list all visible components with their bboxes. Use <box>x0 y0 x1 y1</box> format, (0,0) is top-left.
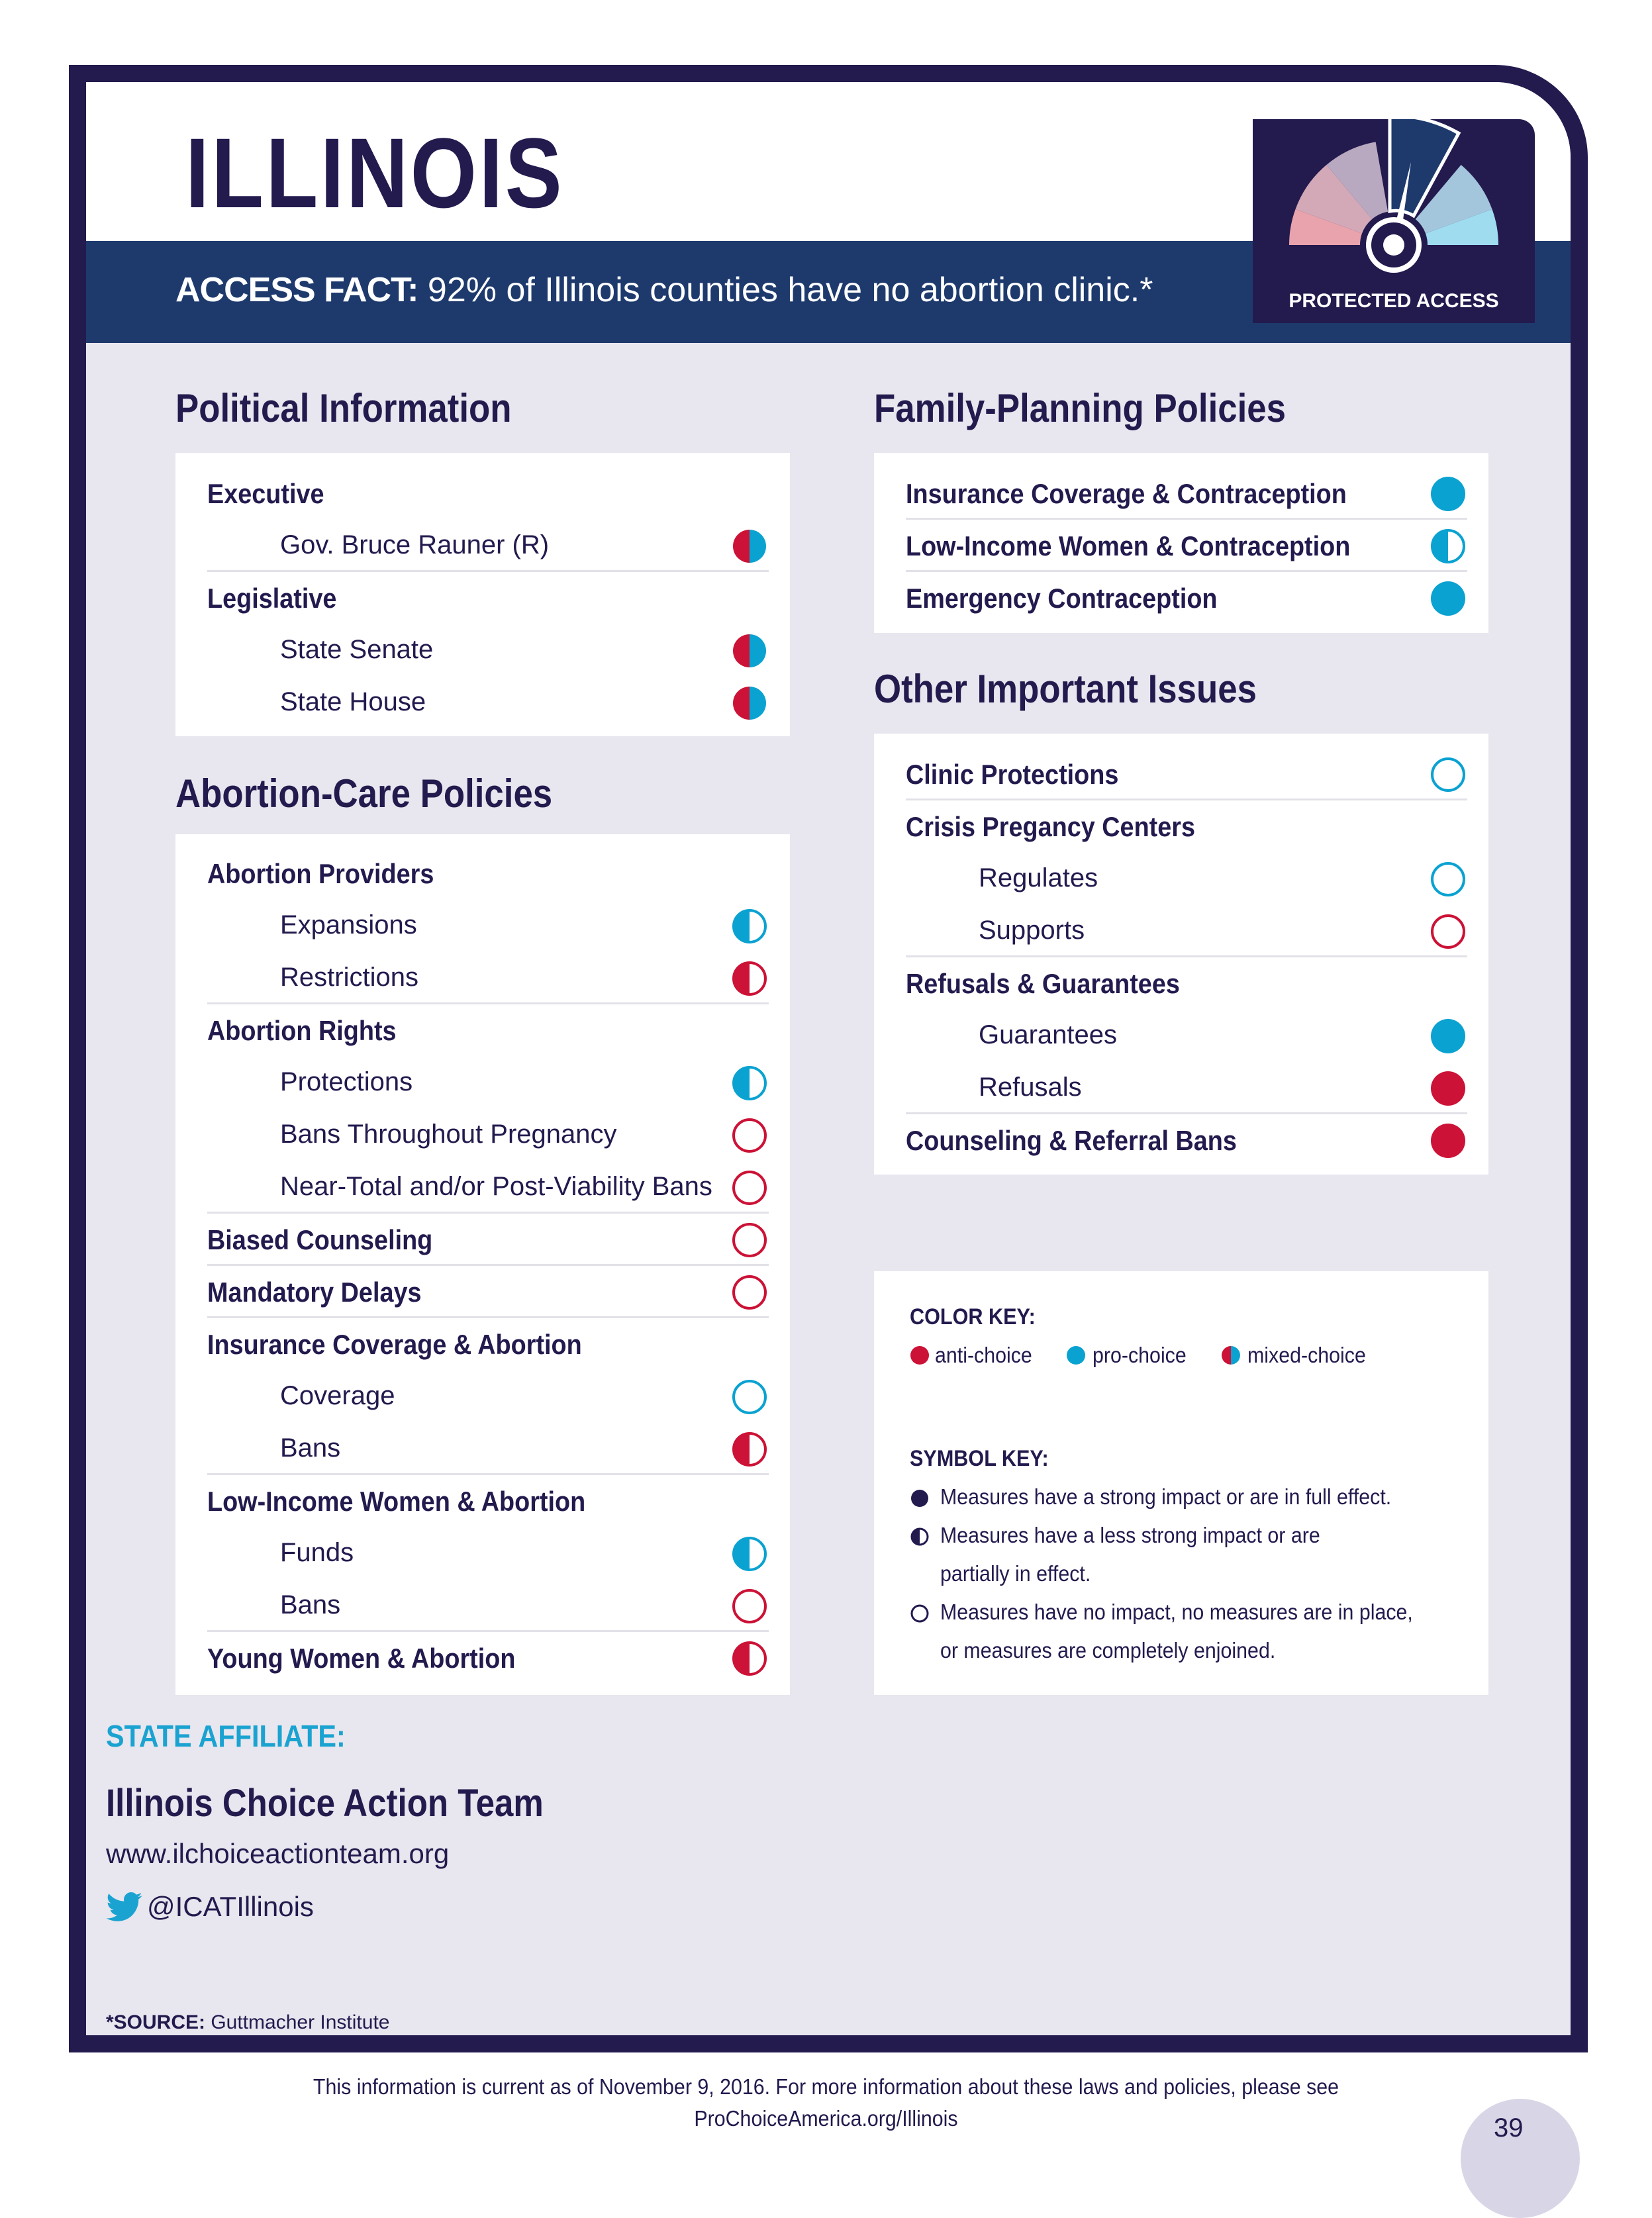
full-effect-label: Measures have a strong impact or are in full effect. <box>940 1484 1392 1509</box>
state-affiliate-label: STATE AFFILIATE: <box>106 1719 346 1753</box>
policy-label: Bans Throughout Pregnancy <box>280 1120 617 1149</box>
affiliate-name: Illinois Choice Action Team <box>106 1782 544 1825</box>
policy-row <box>207 1527 769 1580</box>
source-prefix: *SOURCE: <box>106 2011 206 2033</box>
policy-row <box>207 847 769 900</box>
footer-line-1: This information is current as of November 9, 2016. For more information about these laws and policies, please see <box>313 2074 1339 2099</box>
policy-row <box>906 853 1467 905</box>
anti-choice-dot-icon <box>910 1345 930 1365</box>
anti-choice-label: anti-choice <box>935 1343 1032 1367</box>
key-panel <box>874 1271 1488 1695</box>
anti-empty-symbol-icon <box>730 1116 769 1155</box>
family-planning-panel <box>874 453 1488 633</box>
political-title: Political Information <box>175 386 512 430</box>
full-effect-icon <box>910 1488 930 1508</box>
no-effect-icon <box>910 1604 930 1623</box>
policy-label: Coverage <box>280 1381 395 1410</box>
page-number: 39 <box>1494 2113 1524 2143</box>
other-issues-panel <box>874 734 1488 1175</box>
page-number-badge <box>1461 2099 1580 2218</box>
policy-label: State Senate <box>280 635 434 664</box>
gauge-label: PROTECTED ACCESS <box>1288 290 1499 312</box>
mixed-choice-label: mixed-choice <box>1247 1343 1366 1367</box>
abortion-care-panel <box>175 834 790 1695</box>
color-key-title: COLOR KEY: <box>910 1304 1036 1329</box>
policy-heading: Young Women & Abortion <box>207 1643 516 1674</box>
policy-row <box>207 1214 769 1266</box>
policy-heading: Legislative <box>207 583 337 614</box>
access-fact-prefix: ACCESS FACT: <box>175 271 418 309</box>
policy-heading: Low-Income Women & Contraception <box>906 530 1351 561</box>
policy-label: Restrictions <box>280 963 418 992</box>
policy-heading: Clinic Protections <box>906 759 1119 790</box>
policy-row <box>906 905 1467 957</box>
policy-heading: Mandatory Delays <box>207 1277 422 1308</box>
family-planning-title: Family-Planning Policies <box>874 386 1287 430</box>
policy-row <box>207 572 769 624</box>
pro-half-symbol-icon <box>730 907 769 945</box>
footer-line-2[interactable]: ProChoiceAmerica.org/Illinois <box>694 2106 958 2131</box>
no-effect-label-2: or measures are completely enjoined. <box>940 1638 1276 1663</box>
policy-row <box>207 1266 769 1318</box>
anti-empty-symbol-icon <box>730 1273 769 1312</box>
policy-row <box>906 467 1467 520</box>
pro-choice-label: pro-choice <box>1093 1343 1187 1367</box>
pro-full-symbol-icon <box>1429 579 1467 618</box>
no-effect-label-1: Measures have no impact, no measures are in place, <box>940 1600 1413 1624</box>
pro-half-symbol-icon <box>730 1535 769 1573</box>
anti-half-symbol-icon <box>730 959 769 998</box>
policy-row <box>906 1062 1467 1114</box>
anti-half-symbol-icon <box>730 1639 769 1678</box>
policy-heading: Executive <box>207 478 324 509</box>
policy-row <box>906 1114 1467 1167</box>
state-title: ILLINOIS <box>185 117 565 228</box>
source-text: Guttmacher Institute <box>205 2011 390 2033</box>
gauge-icon <box>1253 119 1535 285</box>
policy-row <box>207 520 769 572</box>
mixed-choice-dot-icon <box>1221 1345 1241 1365</box>
policy-row <box>207 677 769 729</box>
policy-heading: Abortion Rights <box>207 1015 397 1046</box>
pro-full-symbol-icon <box>1429 1017 1467 1055</box>
mixed-symbol-icon <box>730 632 769 670</box>
policy-heading: Low-Income Women & Abortion <box>207 1486 586 1517</box>
policy-label: Supports <box>979 916 1085 945</box>
policy-row <box>207 1580 769 1632</box>
policy-heading: Crisis Pregancy Centers <box>906 811 1196 842</box>
policy-row <box>906 520 1467 572</box>
policy-heading: Insurance Coverage & Contraception <box>906 478 1347 509</box>
policy-row <box>906 572 1467 624</box>
affiliate-url[interactable]: www.ilchoiceactionteam.org <box>106 1838 450 1869</box>
policy-row <box>207 1109 769 1161</box>
policy-label: Protections <box>280 1067 413 1096</box>
policy-label: Bans <box>280 1433 341 1463</box>
political-panel <box>175 453 790 736</box>
partial-effect-label-2: partially in effect. <box>940 1561 1091 1586</box>
abortion-care-title: Abortion-Care Policies <box>175 771 553 816</box>
pro-half-symbol-icon <box>730 1064 769 1102</box>
policy-label: Regulates <box>979 863 1098 892</box>
policy-row <box>207 1475 769 1527</box>
access-fact-text: 92% of Illinois counties have no abortion clinic.* <box>418 271 1153 309</box>
access-gauge <box>1253 119 1535 323</box>
partial-effect-icon <box>910 1527 930 1547</box>
policy-row <box>906 800 1467 853</box>
policy-label: Bans <box>280 1590 341 1619</box>
policy-label: Expansions <box>280 910 417 940</box>
anti-half-symbol-icon <box>730 1430 769 1469</box>
policy-row <box>207 1057 769 1109</box>
policy-heading: Refusals & Guarantees <box>906 968 1180 999</box>
source-note <box>106 2011 389 2034</box>
policy-row <box>207 1161 769 1214</box>
anti-empty-symbol-icon <box>730 1587 769 1625</box>
anti-empty-symbol-icon <box>1429 912 1467 951</box>
policy-label: Gov. Bruce Rauner (R) <box>280 530 550 559</box>
policy-label: State House <box>280 687 426 716</box>
policy-heading: Insurance Coverage & Abortion <box>207 1329 582 1360</box>
anti-full-symbol-icon <box>1429 1122 1467 1160</box>
policy-row <box>207 624 769 677</box>
pro-full-symbol-icon <box>1429 475 1467 513</box>
anti-empty-symbol-icon <box>730 1221 769 1259</box>
policy-heading: Biased Counseling <box>207 1224 433 1255</box>
mixed-symbol-icon <box>730 684 769 722</box>
mixed-symbol-icon <box>730 527 769 565</box>
policy-row <box>906 1010 1467 1062</box>
policy-row <box>207 1004 769 1057</box>
policy-label: Guarantees <box>979 1020 1118 1049</box>
partial-effect-label-1: Measures have a less strong impact or are <box>940 1523 1320 1547</box>
policy-label: Refusals <box>979 1073 1082 1102</box>
pro-empty-symbol-icon <box>1429 755 1467 794</box>
pro-half-symbol-icon <box>1429 527 1467 565</box>
policy-row <box>207 1632 769 1684</box>
policy-row <box>906 748 1467 800</box>
twitter-handle: @ICATIllinois <box>147 1891 314 1922</box>
pro-empty-symbol-icon <box>1429 860 1467 898</box>
policy-heading: Emergency Contraception <box>906 583 1218 614</box>
policy-row <box>207 952 769 1004</box>
policy-row <box>207 467 769 520</box>
policy-label: Near-Total and/or Post-Viability Bans <box>280 1172 712 1201</box>
policy-label: Funds <box>280 1538 354 1567</box>
anti-empty-symbol-icon <box>730 1169 769 1207</box>
policy-row <box>207 900 769 952</box>
anti-full-symbol-icon <box>1429 1069 1467 1108</box>
footer <box>66 2071 1586 2135</box>
policy-heading: Counseling & Referral Bans <box>906 1125 1237 1156</box>
policy-heading: Abortion Providers <box>207 858 434 889</box>
policy-row <box>207 1318 769 1371</box>
access-fact <box>175 270 1153 310</box>
other-issues-title: Other Important Issues <box>874 667 1257 711</box>
pro-empty-symbol-icon <box>730 1378 769 1416</box>
policy-row <box>906 957 1467 1010</box>
policy-row <box>207 1371 769 1423</box>
twitter-bird-icon <box>106 1892 143 1923</box>
pro-choice-dot-icon <box>1066 1345 1086 1365</box>
symbol-key-title: SYMBOL KEY: <box>910 1446 1049 1471</box>
policy-row <box>207 1423 769 1475</box>
